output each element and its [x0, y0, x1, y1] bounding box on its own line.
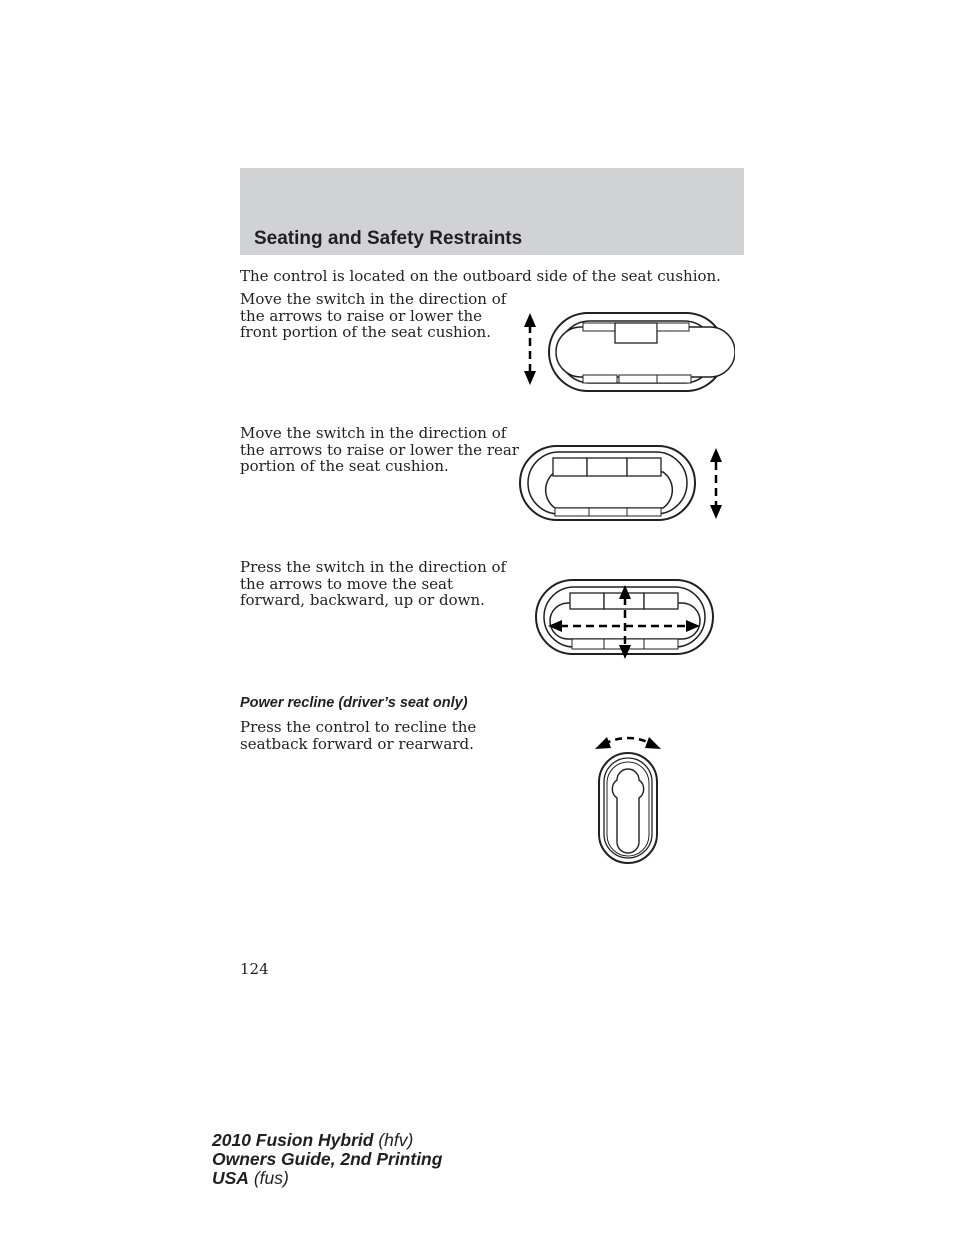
front-cushion-text: Move the switch in the direction of the arrows to raise or lower the front portion of the seat cushion. — [240, 290, 507, 341]
section-header-band — [240, 168, 744, 255]
rear-cushion-text: Move the switch in the direction of the arrows to raise or lower the rear portion of the seat cushion. — [240, 424, 519, 475]
rear-cushion-switch-illustration — [515, 442, 730, 524]
intro-text: The control is located on the outboard side of the seat cushion. — [240, 267, 721, 285]
recline-text: Press the control to recline the seatback forward or rearward. — [240, 718, 477, 753]
seat-move-switch-illustration — [530, 575, 720, 663]
seat-move-text: Press the switch in the direction of the arrows to move the seat forward, backward, up or down. — [240, 558, 507, 609]
recline-heading: Power recline (driver’s seat only) — [240, 695, 468, 711]
section-title: Seating and Safety Restraints — [254, 228, 523, 249]
front-cushion-switch-illustration — [515, 305, 735, 395]
page-number: 124 — [240, 960, 269, 978]
recline-control-illustration — [590, 728, 665, 868]
up-down-arrow-icon — [524, 313, 536, 385]
curved-double-arrow-icon — [595, 737, 661, 749]
up-down-arrow-icon — [710, 448, 722, 519]
document-footer: 2010 Fusion Hybrid (hfv) Owners Guide, 2nd Printing USA (fus) — [212, 1130, 443, 1188]
